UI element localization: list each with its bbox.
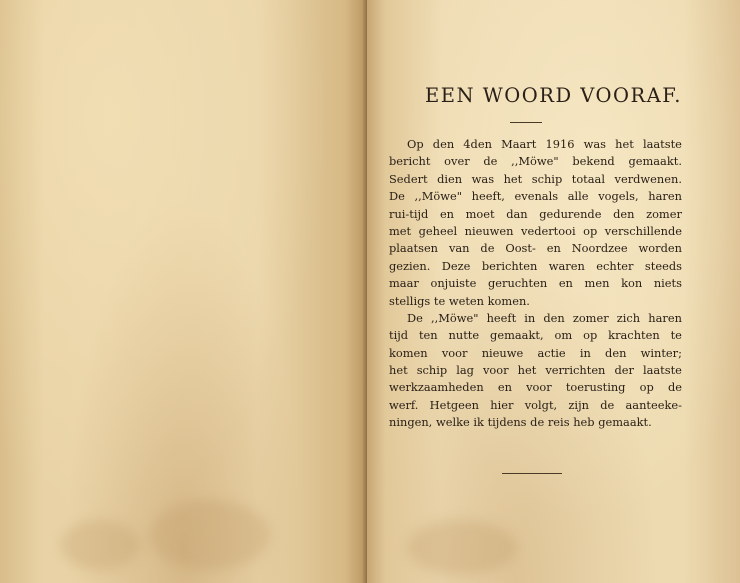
text-line: De ,,Möwe" heeft in den zomer zich haren [407,310,682,325]
left-page [0,0,367,583]
right-page [367,0,740,583]
text-line: ningen, welke ik tijdens de reis heb gemaakt. [389,415,652,430]
age-stain [407,520,517,575]
text-line: De ,,Möwe" heeft, evenals alle vogels, haren [389,189,682,204]
age-stain [60,520,140,570]
text-line: komen voor nieuwe actie in den winter; [389,345,682,360]
age-stain [150,500,270,570]
text-line: werf. Hetgeen hier volgt, zijn de aanteeke- [389,397,682,412]
paragraph-container [389,136,682,432]
text-line: werkzaamheden en voor toerusting op de [389,380,682,395]
text-line: het schip lag voor het verrichten der laatste [389,363,682,378]
text-line: stelligs te weten komen. [389,293,530,308]
text-line: Op den 4den Maart 1916 was het laatste [407,137,682,151]
text-line: bericht over de ,,Möwe" bekend gemaakt. [389,154,682,169]
show-through-text [95,70,335,140]
title-divider [510,122,542,123]
text-line: rui-tijd en moet dan gedurende den zomer [389,206,682,221]
text-line: gezien. Deze berichten waren echter steeds [389,258,682,273]
text-line: tijd ten nutte gemaakt, om op krachten te [389,328,682,343]
text-line: Sedert dien was het schip totaal verdwenen. [389,171,682,186]
text-line: met geheel nieuwen vedertooi op verschillende [389,223,682,238]
end-divider [502,473,562,474]
preface-body [389,136,682,432]
text-line: plaatsen van de Oost- en Noordzee worden [389,241,682,256]
page-title: EEN WOORD VOORAF. [425,84,682,107]
text-line: maar onjuiste geruchten en men kon niets [389,276,682,291]
